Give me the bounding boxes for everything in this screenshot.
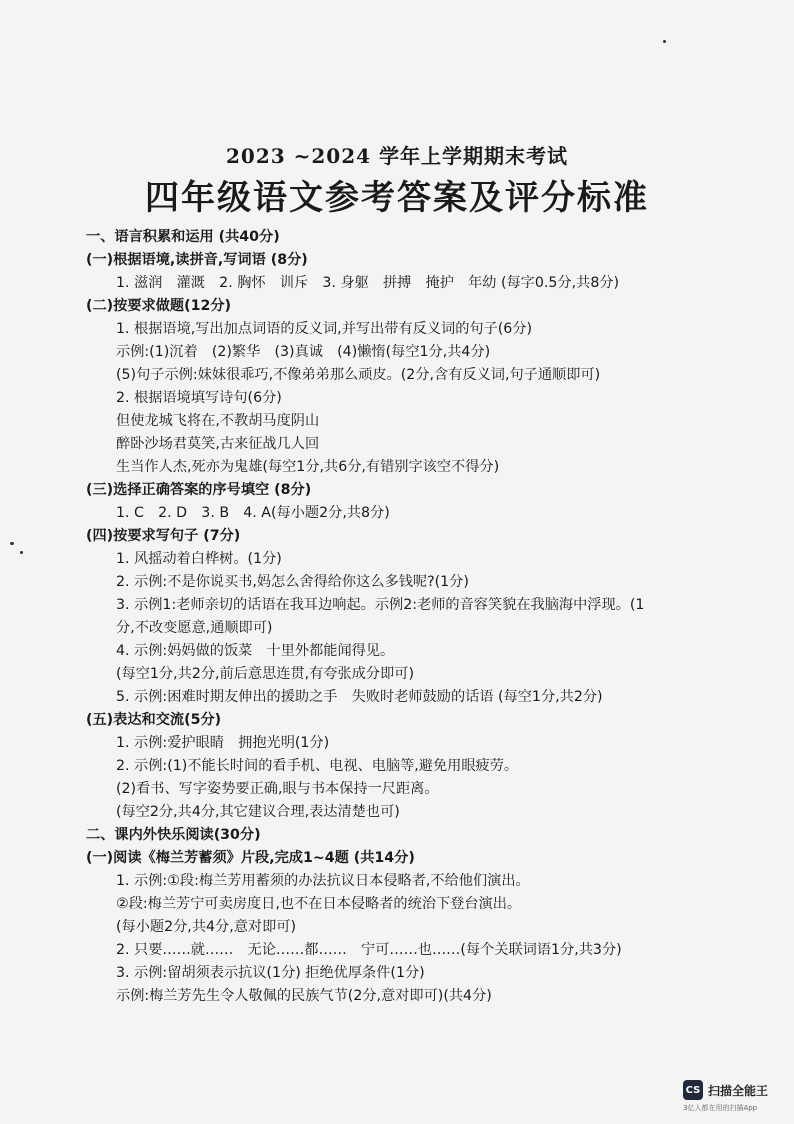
exam-title: 2023 ~2024 学年上学期期末考试 [225,144,568,168]
answer-line: 3. 示例1:老师亲切的话语在我耳边响起。示例2:老师的音容笑貌在我脑海中浮现。(1 [116,597,645,613]
answer-line: 1. 根据语境,写出加点词语的反义词,并写出带有反义词的句子(6分) [116,321,533,337]
answer-line: (5)句子示例:妹妹很乖巧,不像弟弟那么顽皮。(2分,含有反义词,句子通顺即可) [116,367,601,383]
answer-line: 1. 风摇动着白桦树。(1分) [116,551,282,567]
answer-line: (2)看书、写字姿势要正确,眼与书本保持一尺距离。 [116,781,439,797]
answer-line: 2. 只要……就…… 无论……都…… 宁可……也……(每个关联词语1分,共3分) [116,942,622,958]
answer-line: 示例:梅兰芳先生令人敬佩的民族气节(2分,意对即可)(共4分) [116,988,492,1004]
scanner-watermark [683,1080,768,1100]
document-title: 四年级语文参考答案及评分标准 [145,178,649,218]
answer-line: 2. 根据语境填写诗句(6分) [116,390,282,406]
answer-line: 但使龙城飞将在,不教胡马度阴山 [116,413,320,429]
answer-line: 1. 示例:①段:梅兰芳用蓄须的办法抗议日本侵略者,不给他们演出。 [116,873,530,889]
answer-line: 5. 示例:困难时期友伸出的援助之手 失败时老师鼓励的话语 (每空1分,共2分) [116,689,603,705]
watermark-slogan: 3亿人都在用的扫描App [683,1104,758,1112]
answer-line: (每空2分,共4分,其它建议合理,表达清楚也可) [116,804,400,820]
answer-line: 1. 滋润 灌溉 2. 胸怀 训斥 3. 身躯 拼搏 掩护 年幼 (每字0.5分,共8分) [116,275,620,291]
watermark-name: 扫描全能王 [708,1083,769,1098]
answer-line: (每空1分,共2分,前后意思连贯,有夸张成分即可) [116,666,415,682]
answer-line: 生当作人杰,死亦为鬼雄(每空1分,共6分,有错别字该空不得分) [116,459,500,475]
scan-speck [10,542,14,545]
answer-line: 2. 示例:不是你说买书,妈怎么舍得给你这么多钱呢?(1分) [116,574,469,590]
section-heading: (二)按要求做题(12分) [86,298,231,314]
section-heading: (一)根据语境,读拼音,写词语 (8分) [86,252,308,268]
answer-content [86,226,776,1008]
answer-line: 1. C 2. D 3. B 4. A(每小题2分,共8分) [116,505,390,521]
answer-line: (每小题2分,共4分,意对即可) [116,919,297,935]
section-heading: (五)表达和交流(5分) [86,712,222,728]
answer-line: 示例:(1)沉着 (2)繁华 (3)真诚 (4)懒惰(每空1分,共4分) [116,344,491,360]
section-heading: (四)按要求写句子 (7分) [86,528,241,544]
scan-speck [663,40,666,43]
section-heading: (三)选择正确答案的序号填空 (8分) [86,482,312,498]
scan-speck [20,551,23,554]
camscanner-logo-icon: CS [683,1080,703,1100]
answer-line: ②段:梅兰芳宁可卖房度日,也不在日本侵略者的统治下登台演出。 [116,896,522,912]
section-heading: 二、课内外快乐阅读(30分) [86,827,261,843]
answer-line: 2. 示例:(1)不能长时间的看手机、电视、电脑等,避免用眼疲劳。 [116,758,519,774]
answer-line: 醉卧沙场君莫笑,古来征战几人回 [116,436,320,452]
answer-line: 4. 示例:妈妈做的饭菜 十里外都能闻得见。 [116,643,395,659]
answer-line: 分,不改变愿意,通顺即可) [116,620,273,636]
section-heading: 一、语言积累和运用 (共40分) [86,229,280,245]
answer-line: 1. 示例:爱护眼睛 拥抱光明(1分) [116,735,330,751]
section-heading: (一)阅读《梅兰芳蓄须》片段,完成1~4题 (共14分) [86,850,415,866]
answer-line: 3. 示例:留胡须表示抗议(1分) 拒绝优厚条件(1分) [116,965,425,981]
